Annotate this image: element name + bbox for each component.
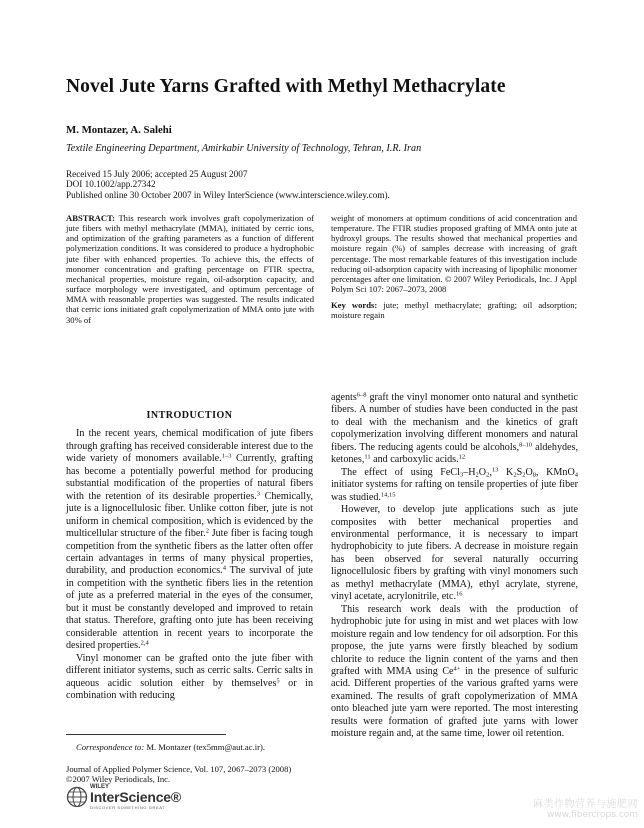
keywords-text: jute; methyl methacrylate; grafting; oil adsorption; moisture regain [331, 300, 577, 321]
body-left-column [66, 410, 313, 702]
watermark-line-1: 麻类作物营养与施肥网 [533, 799, 638, 810]
footnote-divider [66, 734, 226, 735]
globe-icon [66, 784, 88, 810]
section-heading: INTRODUCTION [146, 410, 233, 421]
keywords [331, 300, 577, 320]
paragraph: Vinyl monomer can be grafted onto the jute fiber with different initiator systems, such as cerric salts. Cerric salts in aqueous acidic solution either by themselves$^5$ or in combination with reducing [66, 652, 313, 701]
abstract-left [66, 213, 314, 325]
paragraph: agents$^{6-8}$ graft the vinyl monomer onto natural and synthetic fibers. A number of studies have been conducted in the past to deal with the mechanism and the kinetics of graft copolymerization involving different monomers and natural fibers. The reducing agents could be alcohols,$^{8-10}$ aldehydes, ketones,$^{11}$ and carboxylic acids.$^{12}$ [331, 391, 578, 466]
paragraph: However, to develop jute applications such as jute composites with better mechanical properties and environmental performance, it is necessary to impart hydrophobicity to jute fibers. A decrease in moisture regain has been observed for several naturally occurring lignocellulosic fibers by grafting with vinyl monomers such as methyl methacrylate (MMA), ethyl acrylate, styrene, vinyl acetate, acrylonitrile, etc.$^{16}$ [331, 504, 578, 603]
received-date: Received 15 July 2006; accepted 25 August 2007 [66, 169, 248, 179]
article-title: Novel Jute Yarns Grafted with Methyl Methacrylate [66, 76, 506, 97]
published-online: Published online 30 October 2007 in Wiley InterScience (www.interscience.wiley.com). [66, 189, 390, 200]
abstract-text-right: weight of monomers at optimum conditions of acid concentration and temperature. The FTIR studies proposed grafting of MMA onto jute at hydroxyl groups. The results showed that mechanical properties and moisture regain (%) of samples decrease with increasing of graft percentage. The most remarkable features of this investigation include reducing oil-adsorption capacity with increasing of lipophilic monomer percentages after one limitation. © 2007 Wiley Periodicals, Inc. J Appl Polym Sci 107: 2067–2073, 2008 [331, 213, 577, 295]
abstract-label: ABSTRACT: [66, 213, 116, 223]
correspondence-note: Correspondence to: M. Montazer (tex5mm@aut.ac.ir). [76, 742, 265, 752]
paragraph: In the recent years, chemical modification of jute fibers through grafting has received considerable interest due to the wide variety of monomers available.$^{1-3}$ Currently, grafting has become a potentially powerful method for producing substantial modification of the properties of natural fibers with the retention of its desirable properties.$^3$ Chemically, jute is a lignocellulosic fiber. Unlike cotton fiber, jute is not uniform in chemical composition, which is evidenced by the multicellular structure of the fiber.$^2$ Jute fiber is facing tough competition from the synthetic fibers as the latter often offer certain advantages in terms of many physical properties, durability, and production economics.$^4$ The survival of jute in competition with the synthetic fibers lies in the retention of jute as a preferred material in the eyes of the consumer, but it must be constantly developed and improved to retain that status. Therefore, grafting onto jute has been receiving considerable attention in recent years to incorporate the desired properties.$^{2,4}$ [66, 428, 313, 652]
paragraph: The effect of using $FeCl_3-H_2O_2,^{13}$ $K_2S_2O_8$, KMnO$_4$ initiator systems for rafting on tensile properties of jute fiber was studied.$^{14,15}$ [331, 466, 578, 503]
logo-name: InterScience® [90, 789, 181, 805]
article-affiliation: Textile Engineering Department, Amirkabir University of Technology, Tehran, I.R. Iran [66, 143, 422, 154]
keywords-label: Key words: [331, 300, 378, 311]
body-right-column [331, 392, 578, 741]
interscience-logo [66, 784, 196, 810]
doi: DOI 10.1002/app.27342 [66, 179, 156, 190]
journal-line: Journal of Applied Polymer Science, Vol. 107, 2067–2073 (2008) [66, 764, 292, 774]
logo-wiley-text: WILEY [90, 784, 109, 790]
journal-citation [66, 764, 291, 785]
paragraph: This research work deals with the production of hydrophobic jute for using in mist and wet places with low moisture regain and low tendency for oil adsorption. For this propose, the jute yarns were firstly bleached by sodium chlorite to reduce the lignin content of the yarns and then grafted with MMA using $Ce^{4+}$ in the presence of sulfuric acid. Different properties of the various grafted yarns were examined. The results of graft copolymerization of MMA onto bleached jute yarn were reported. The most interesting results were formation of grafted jute yarns with lower moisture regain and, at the same time, lower oil retention. [331, 603, 578, 740]
abstract-text-left: This research work involves graft copolymerization of jute fibers with methyl methacrylate (MMA), initiated by cerric ions, and optimization of the grafting parameters as a function of different polymerization conditions. It was considered to produce a hydrophobic jute fiber with enhanced properties. To achieve this, the effects of monomer concentration and grafting percentage on FTIR spectra, mechanical properties, moisture regain, oil-adsorption capacity, and surface morphology were investigated, and optimum percentage of MMA with reasonable properties was suggested. The results indicated that cerric ions initiated graft copolymerization of MMA onto jute with 30% of [66, 213, 314, 325]
site-watermark [533, 795, 638, 820]
article-history [66, 169, 390, 200]
copyright-line: ©2007 Wiley Periodicals, Inc. [66, 774, 171, 785]
logo-tagline: DISCOVER SOMETHING GREAT [90, 805, 166, 810]
abstract-right [331, 213, 577, 321]
watermark-line-2: www.fibercrops.com [547, 810, 638, 820]
article-authors: M. Montazer, A. Salehi [66, 124, 172, 136]
